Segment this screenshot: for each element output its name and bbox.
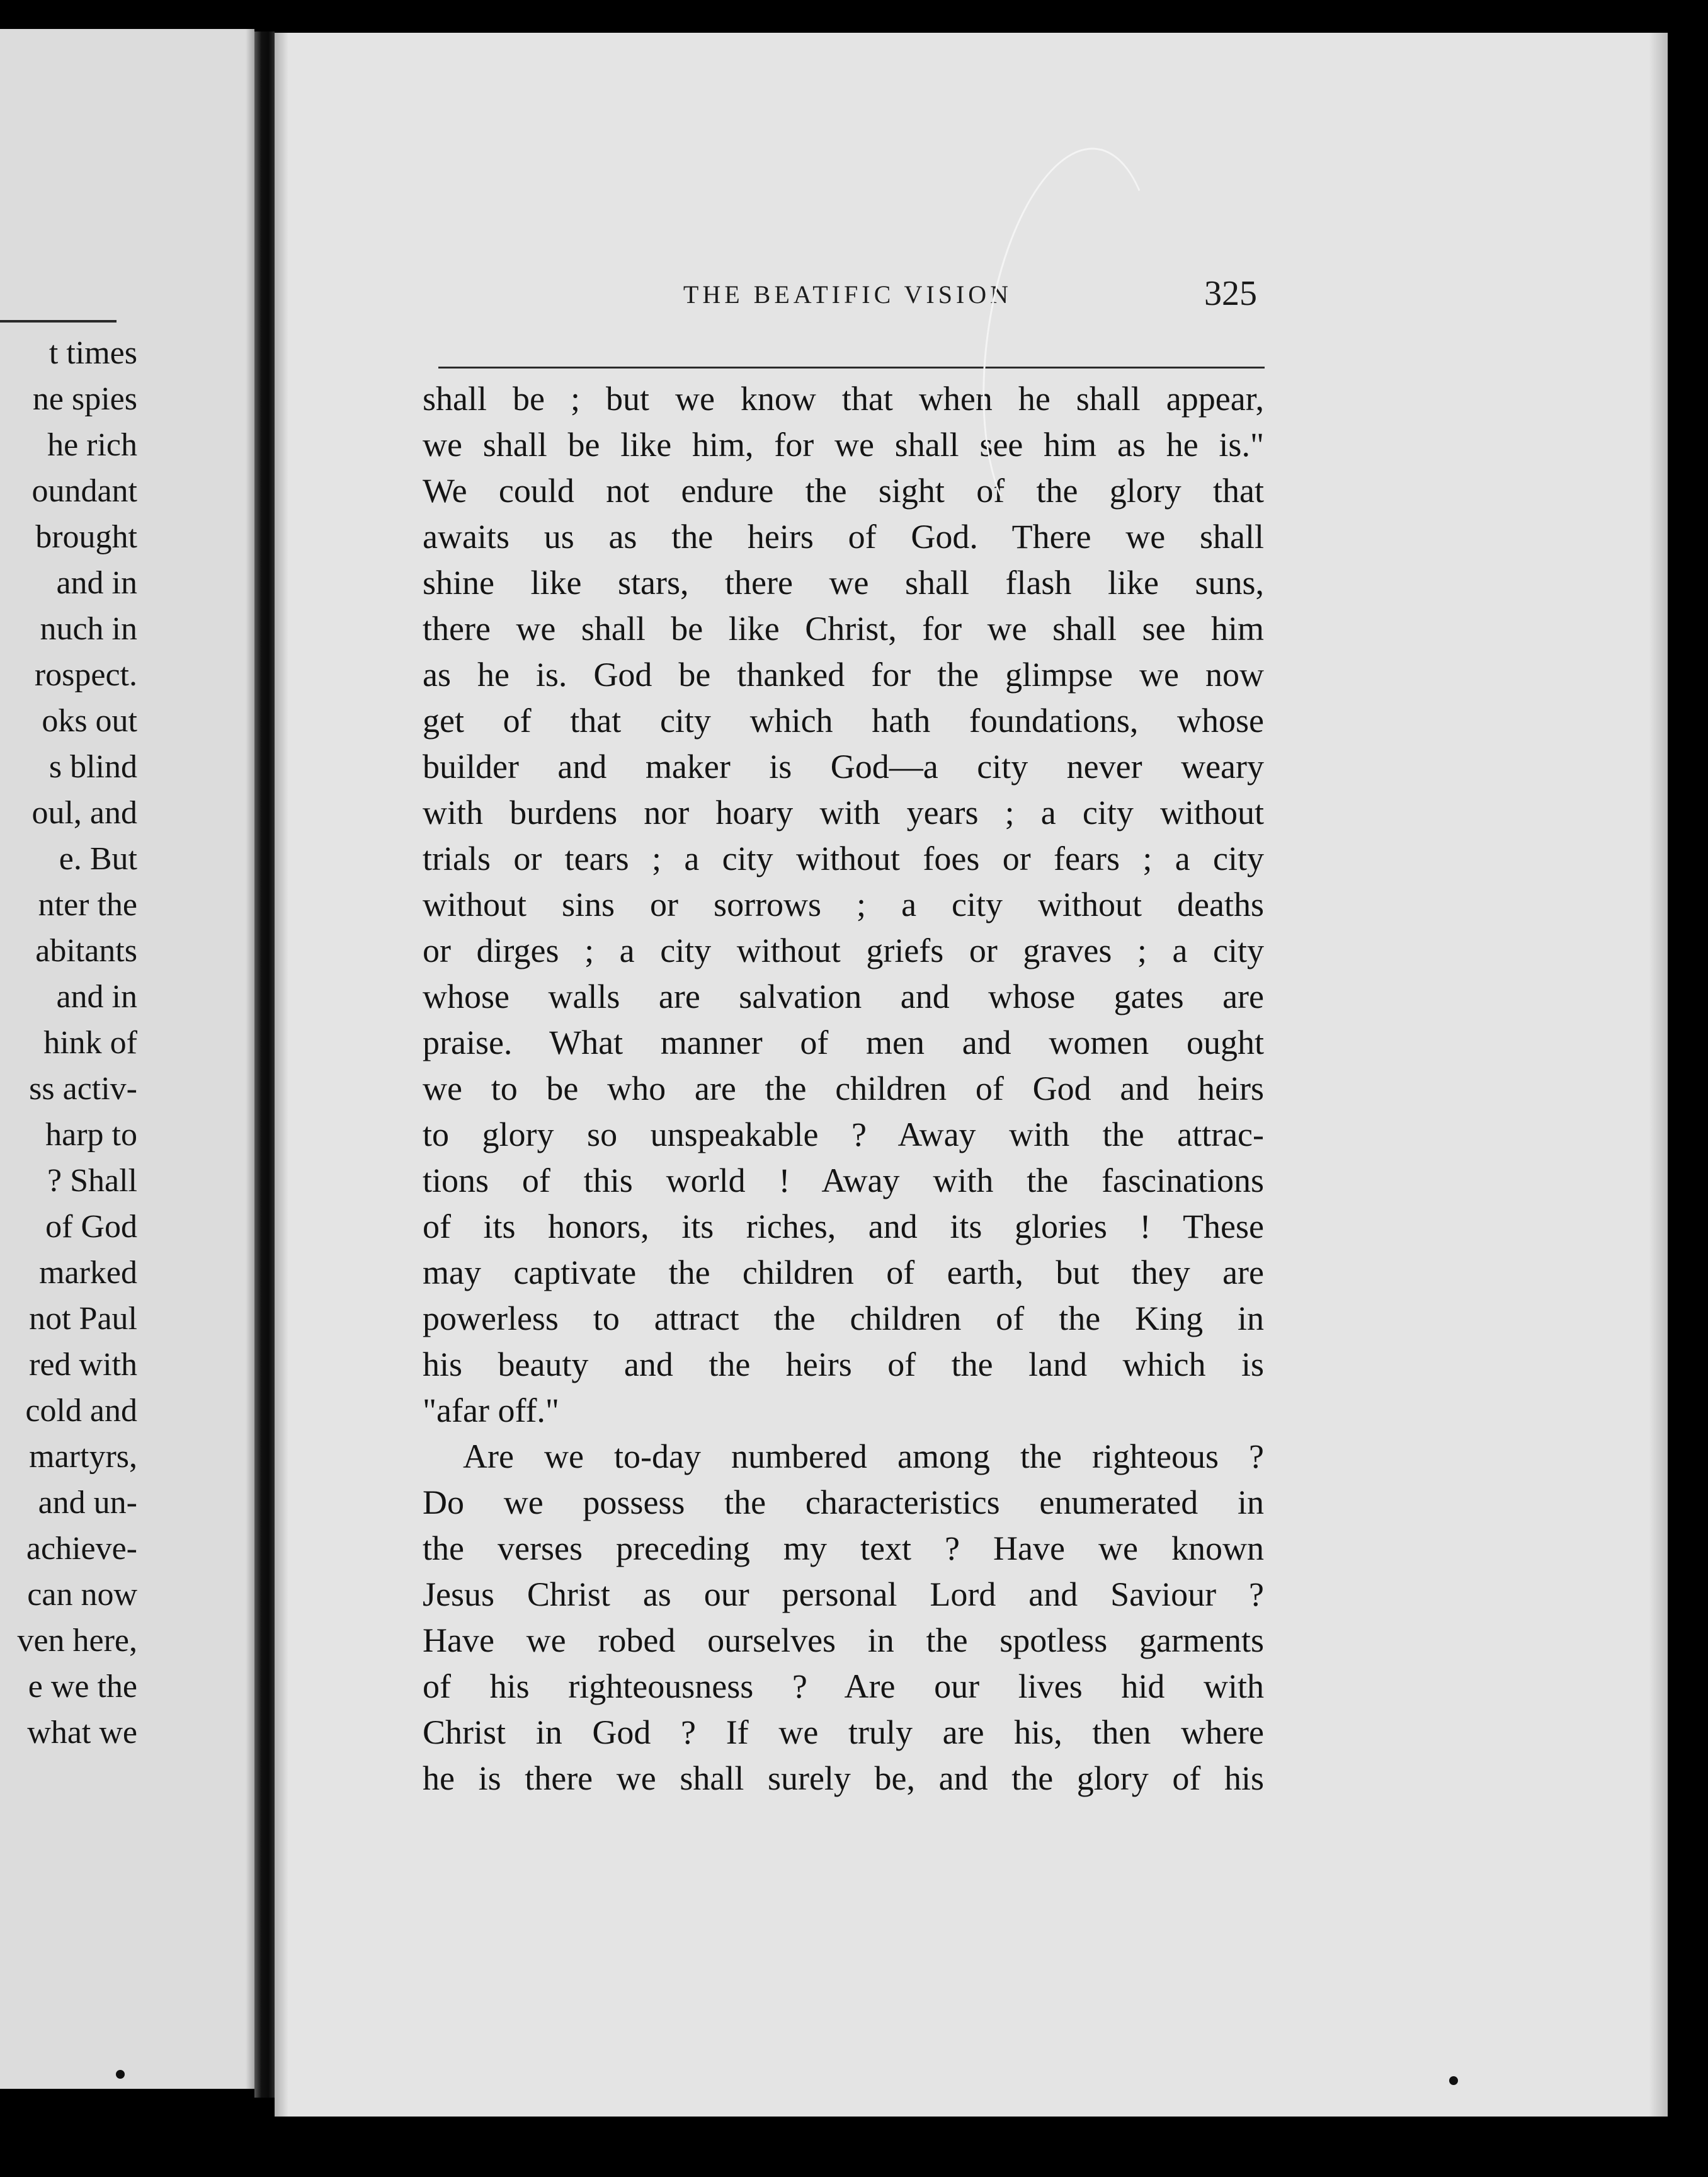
text-line: trials or tears ; a city without foes or fears ; a city: [423, 840, 1264, 877]
text-line: "afar off.": [423, 1391, 559, 1429]
facing-line: harp to: [45, 1117, 137, 1153]
text-line: praise. What manner of men and women ought: [423, 1024, 1264, 1061]
text-line: of his righteousness ? Are our lives hid with: [423, 1667, 1264, 1705]
text-line: the verses preceding my text ? Have we known: [423, 1529, 1264, 1567]
main-page: [275, 33, 1668, 2117]
facing-line: marked: [39, 1255, 137, 1291]
facing-page: [0, 29, 254, 2089]
facing-line: rospect.: [34, 657, 137, 693]
facing-line: can now: [27, 1577, 137, 1613]
facing-line: ne spies: [32, 381, 137, 417]
text-line: his beauty and the heirs of the land which is: [423, 1346, 1264, 1383]
page-number: 325: [1204, 274, 1257, 313]
facing-line: ss activ-: [29, 1071, 137, 1107]
text-line: tions of this world ! Away with the fascinations: [423, 1162, 1264, 1199]
facing-line: and un-: [38, 1485, 137, 1521]
dust-speck: [1449, 2076, 1458, 2085]
facing-line: achieve-: [26, 1531, 137, 1567]
facing-line: he rich: [47, 427, 137, 463]
text-line: Have we robed ourselves in the spotless garments: [423, 1621, 1264, 1659]
facing-line: hink of: [43, 1025, 137, 1061]
text-line: or dirges ; a city without griefs or graves ; a city: [423, 932, 1264, 969]
text-line: there we shall be like Christ, for we shall see him: [423, 610, 1264, 648]
text-line: shine like stars, there we shall flash like suns,: [423, 564, 1264, 602]
facing-line: red with: [29, 1347, 137, 1383]
facing-page-head-rule: [0, 320, 117, 323]
text-line: he is there we shall surely be, and the glory of his: [423, 1759, 1264, 1797]
facing-line: nuch in: [40, 611, 137, 647]
text-line: whose walls are salvation and whose gates are: [423, 978, 1264, 1015]
text-line: with burdens nor hoary with years ; a city without: [423, 794, 1264, 831]
facing-page-edge-shadow: [246, 29, 254, 2089]
text-line: we shall be like him, for we shall see him as he is.": [423, 426, 1264, 464]
body-text: [423, 376, 1264, 1802]
facing-line: cold and: [25, 1393, 137, 1429]
text-line: without sins or sorrows ; a city without deaths: [423, 886, 1264, 923]
facing-line: abitants: [35, 933, 137, 969]
facing-line: oks out: [42, 703, 137, 739]
text-line: Christ in God ? If we truly are his, then where: [423, 1713, 1264, 1751]
text-line: to glory so unspeakable ? Away with the attrac-: [423, 1116, 1264, 1153]
facing-line: oundant: [31, 473, 137, 509]
facing-line: ? Shall: [47, 1163, 137, 1199]
facing-line: martyrs,: [29, 1439, 137, 1475]
dust-speck: [116, 2070, 125, 2079]
facing-line: e we the: [28, 1669, 137, 1705]
text-line: of its honors, its riches, and its glories ! These: [423, 1208, 1264, 1245]
text-line: shall be ; but we know that when he shall appear,: [423, 380, 1264, 418]
facing-line: e. But: [59, 841, 137, 877]
text-line: builder and maker is God—a city never weary: [423, 748, 1264, 786]
text-line: Are we to-day numbered among the righteous ?: [463, 1437, 1264, 1475]
text-line: We could not endure the sight of the glory that: [423, 472, 1264, 510]
facing-line: and in: [56, 979, 137, 1015]
text-line: Do we possess the characteristics enumerated in: [423, 1483, 1264, 1521]
facing-line: and in: [56, 565, 137, 601]
text-line: Jesus Christ as our personal Lord and Saviour ?: [423, 1575, 1264, 1613]
facing-line: not Paul: [29, 1301, 137, 1337]
text-line: as he is. God be thanked for the glimpse we now: [423, 656, 1264, 694]
facing-page-text: [0, 330, 137, 1756]
facing-line: s blind: [48, 749, 137, 785]
text-line: powerless to attract the children of the King in: [423, 1300, 1264, 1337]
facing-line: of God: [45, 1209, 137, 1245]
facing-line: nter the: [38, 887, 137, 923]
facing-line: oul, and: [31, 795, 137, 831]
facing-line: t times: [48, 335, 137, 371]
book-gutter: [254, 31, 275, 2098]
text-line: awaits us as the heirs of God. There we shall: [423, 518, 1264, 556]
text-line: get of that city which hath foundations, whose: [423, 702, 1264, 740]
facing-line: ven here,: [17, 1623, 137, 1659]
facing-line: what we: [27, 1715, 137, 1751]
text-line: may captivate the children of earth, but they are: [423, 1254, 1264, 1291]
facing-line: brought: [35, 519, 137, 555]
text-line: we to be who are the children of God and heirs: [423, 1070, 1264, 1107]
running-title: THE BEATIFIC VISION: [683, 280, 1013, 309]
